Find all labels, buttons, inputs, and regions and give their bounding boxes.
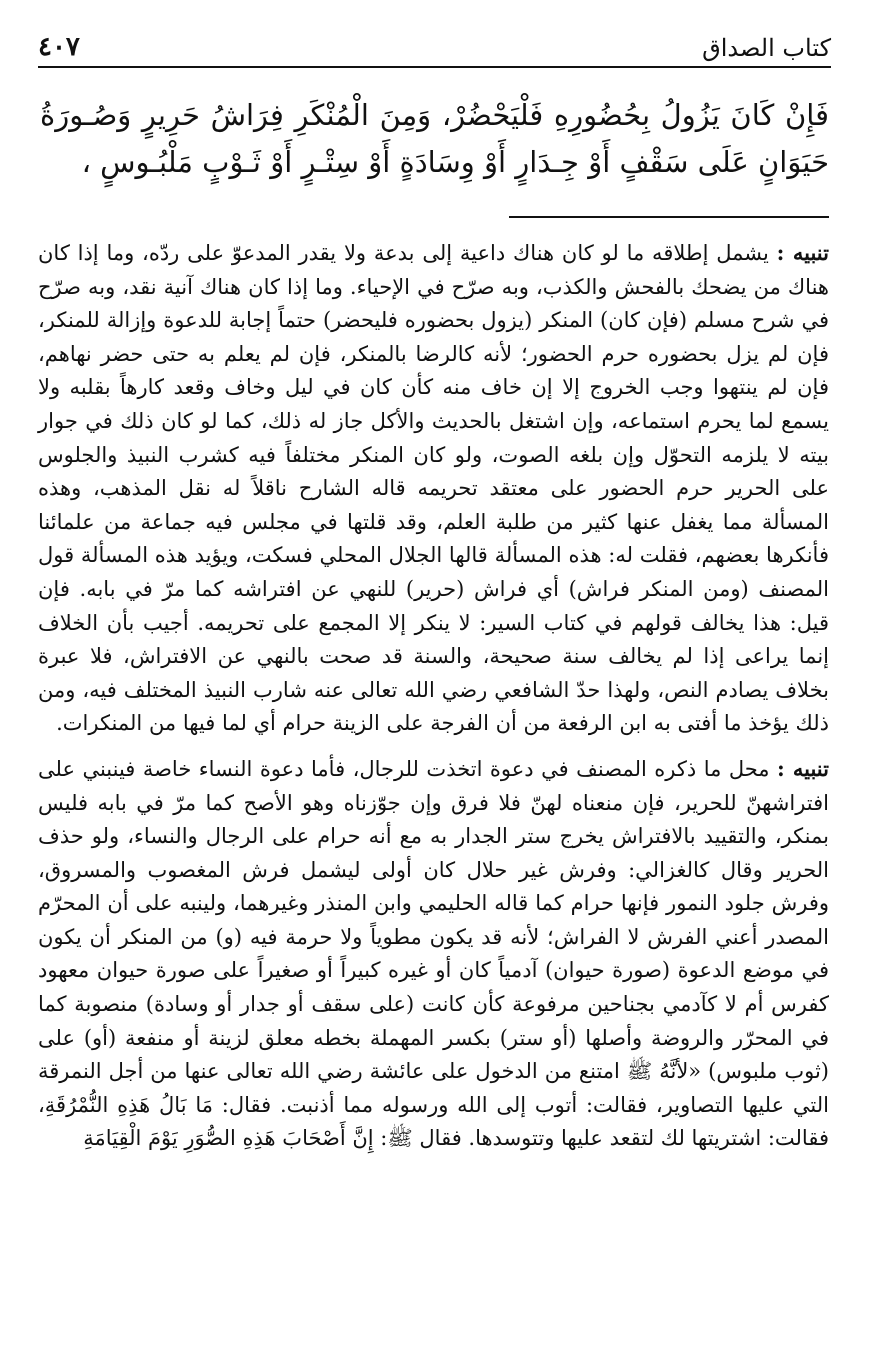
chapter-title: كتاب الصداق bbox=[702, 34, 831, 62]
matn-text: فَإِنْ كَانَ يَزُولُ بِحُضُورِهِ فَلْيَحْضُرْ، وَمِنَ الْمُنْكَرِ فِرَاشُ حَرِيرٍ وَصُـورَةُ حَيَوَانٍ عَلَى سَقْفٍ أَوْ جِـدَارٍ أَوْ وِسَادَةٍ أَوْ سِتْـرٍ أَوْ ثَـوْبٍ مَلْبُـوسٍ ، bbox=[40, 98, 829, 179]
commentary bbox=[38, 236, 829, 1156]
commentary-paragraph-2 bbox=[38, 752, 829, 1156]
commentary-paragraph-1 bbox=[38, 236, 829, 741]
separator-rule bbox=[509, 216, 829, 218]
note-text: محل ما ذكره المصنف في دعوة اتخذت للرجال، فأما دعوة النساء خاصة فينبني على افتراشهنّ للحرير، فإن منعناه لهنّ فلا فرق وإن جوّزناه وهو الأصح كما مرّ في بابه فليس بمنكر، والتقييد بالافتراش يخرج ستر الجدار به مع أنه حرام على الرجال والنساء، ولو حذف الحرير وقال كالغزالي: وفرش غير حلال كان أولى ليشمل فرش المغصوب والمسروق، وفرش جلود النمور فإنها حرام كما قاله الحليمي وابن المنذر وغيرهما، ولينبه على أن المحرّم المصدر أعني الفرش لا الفراش؛ لأنه قد يكون مطوياً ولا حرمة فيه (و) من المنكر أن يكون في موضع الدعوة (صورة حيوان) آدمياً كان أو غيره كبيراً أو صغيراً على صورة حيوان معهود كفرس أم لا كآدمي بجناحين مرفوعة كأن كانت (على سقف أو جدار أو وسادة) منصوبة كما في المحرّر والروضة وأصلها (أو ستر) بكسر المهملة بخطه معلق لزينة أو منفعة (أو) على (ثوب ملبوس) «لأنَّهُ ﷺ امتنع من الدخول على عائشة رضي الله تعالى عنها من أجل النمرقة التي عليها التصاوير، فقالت: أتوب إلى الله ورسوله مما أذنبت. فقال: مَا بَالُ هَذِهِ النُّمْرُقَةِ، فقالت: اشتريتها لك لتقعد عليها وتتوسدها. فقال ﷺ: إِنَّ أَصْحَابَ هَذِهِ الصُّوَرِ يَوْمَ الْقِيَامَةِ bbox=[38, 756, 829, 1151]
note-label: تنبيه : bbox=[776, 240, 829, 265]
note-label: تنبيه : bbox=[777, 755, 829, 781]
page-number: ٤٠٧ bbox=[38, 32, 80, 62]
running-header bbox=[38, 28, 831, 68]
note-text: يشمل إطلاقه ما لو كان هناك داعية إلى بدعة ولا يقدر المدعوّ على ردّه، وما إذا كان هناك من يضحك بالفحش والكذب، وبه صرّح في الإحياء. وما إذا كان هناك آنية نقد، وبه صرّح في شرح مسلم (فإن كان) المنكر (يزول بحضوره فليحضر) حتماً إجابة للدعوة وإزالة للمنكر، فإن لم يزل بحضوره حرم الحضور؛ لأنه كالرضا بالمنكر، فإن لم يعلم به حتى حضر نهاهم، فإن لم ينتهوا وجب الخروج إلا إن خاف منه كأن كان في ليل وخاف وقعد كارهاً بقلبه ولا يسمع لما يحرم استماعه، وإن اشتغل بالحديث والأكل جاز له ذلك، كما لو كان ذلك في جوار بيته لا يلزمه التحوّل وإن بلغه الصوت، ولو كان المنكر مختلفاً فيه كشرب النبيذ والجلوس على الحرير حرم الحضور على معتقد تحريمه قاله الشارح ناقلاً له نقل المذهب، وهذه المسألة مما يغفل عنها كثير من طلبة العلم، وقد قلتها في مجلس فيه جماعة من علمائنا فأنكرها بعضهم، فقلت له: هذه المسألة قالها الجلال المحلي فسكت، ويؤيد هذه المسألة قول المصنف (ومن المنكر فراش) أي فراش (حرير) للنهي عن افتراشه كما مرّ في بابه. فإن قيل: هذا يخالف قولهم في كتاب السير: لا ينكر إلا المجمع على تحريمه. أجيب بأن الخلاف إنما يراعى إذا لم يخالف سنة صحيحة، والسنة قد صحت بالنهي عن الافتراش، فلا عبرة بخلاف يصادم النص، ولهذا حدّ الشافعي رضي الله تعالى عنه شارب النبيذ المختلف فيه، ومن ذلك يؤخذ ما أفتى به ابن الرفعة من أن الفرجة على الزينة حرام أي لما فيها من المنكرات. bbox=[38, 241, 829, 736]
